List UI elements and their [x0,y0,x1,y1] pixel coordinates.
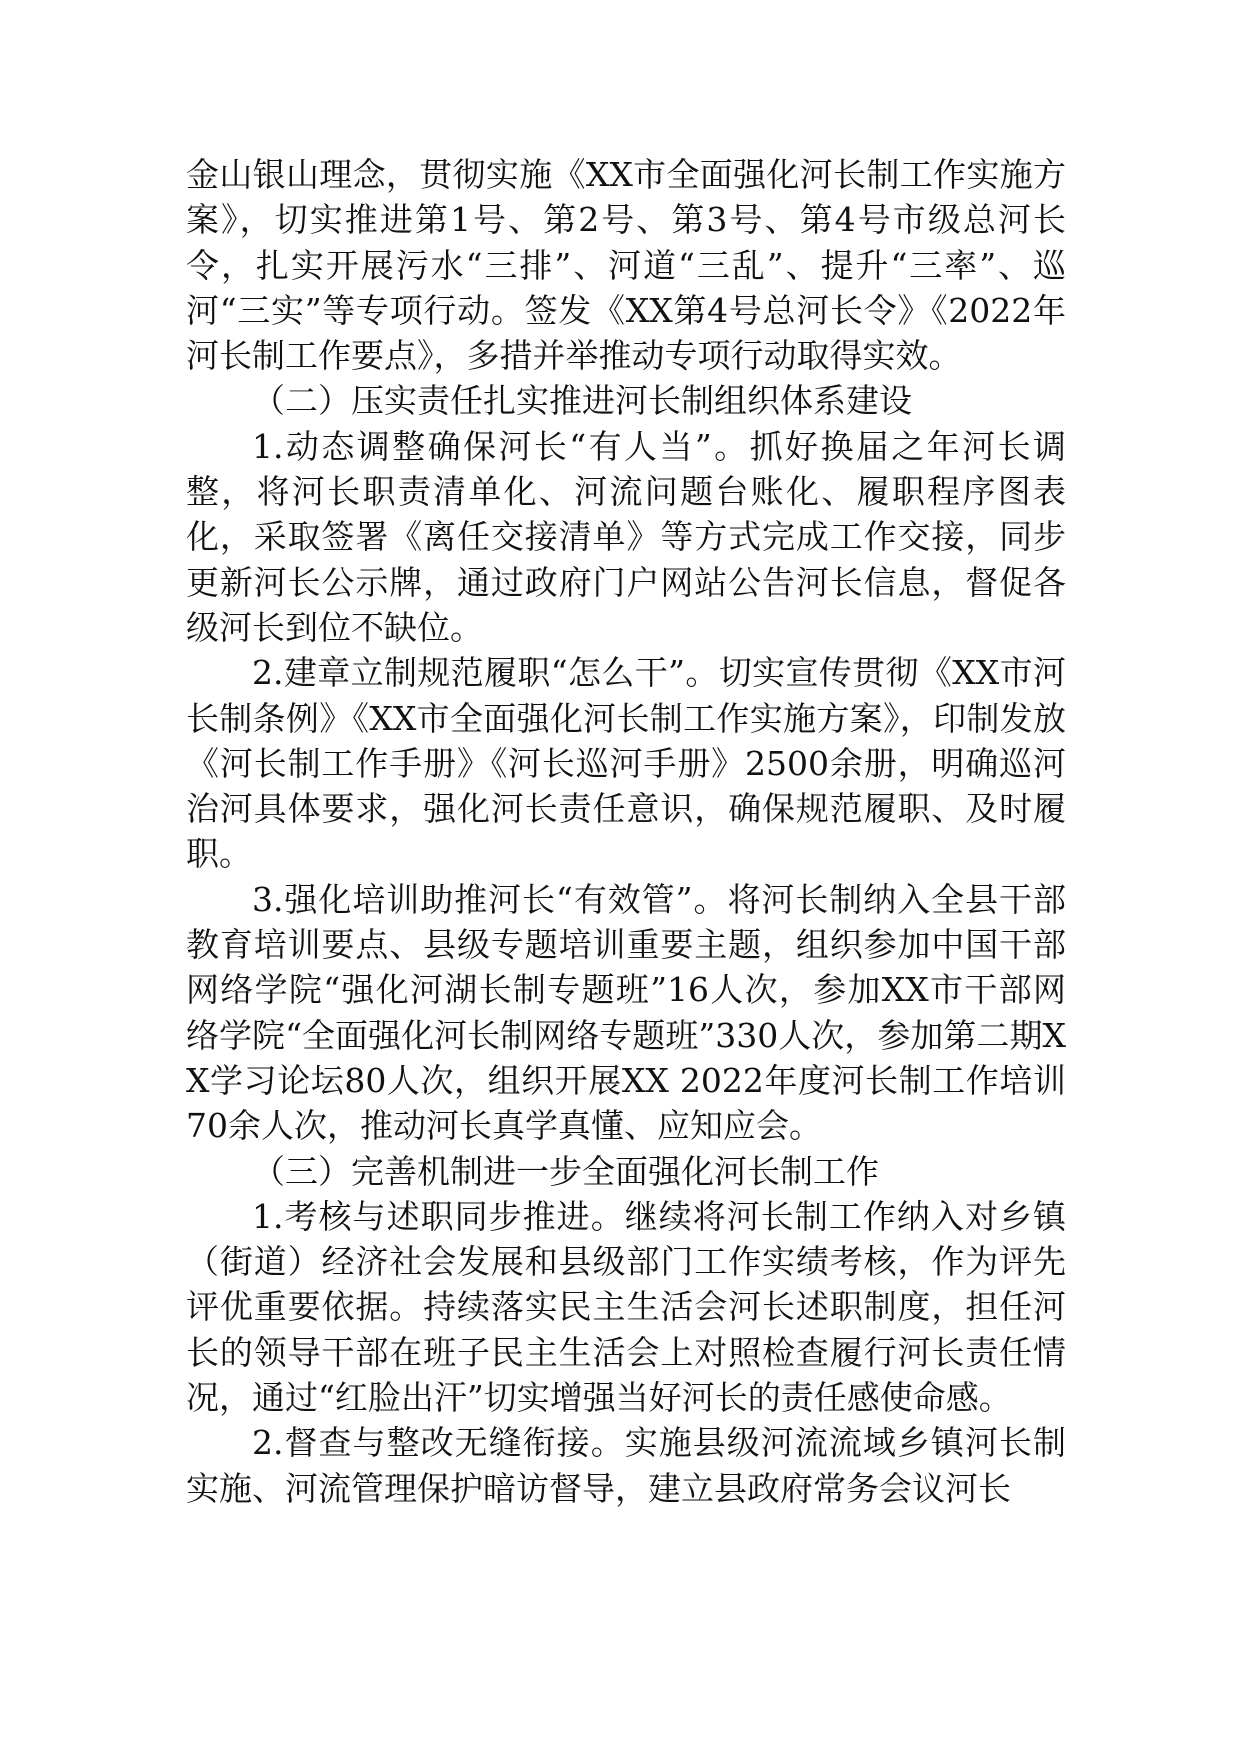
paragraph-3-2: 2.督查与整改无缝衔接。实施县级河流流域乡镇河长制实施、河流管理保护暗访督导，建立县政府常务会议河长 [186,1423,1066,1508]
section-heading-2: （二）压实责任扎实推进河长制组织体系建设 [252,381,912,421]
document-body [186,152,1066,1511]
paragraph-2-2: 2.建章立制规范履职“怎么干”。切实宣传贯彻《XX市河长制条例》《XX市全面强化河长制工作实施方案》，印制发放《河长制工作手册》《河长巡河手册》2500余册，明确巡河治河具体要求，强化河长责任意识，确保规范履职、及时履职。 [186,653,1066,874]
paragraph-2-1: 1.动态调整确保河长“有人当”。抓好换届之年河长调整，将河长职责清单化、河流问题台账化、履职程序图表化，采取签署《离任交接清单》等方式完成工作交接，同步更新河长公示牌，通过政府门户网站公告河长信息，督促各级河长到位不缺位。 [186,426,1066,647]
section-heading-3: （三）完善机制进一步全面强化河长制工作 [252,1151,879,1191]
paragraph-3-1: 1.考核与述职同步推进。继续将河长制工作纳入对乡镇（街道）经济社会发展和县级部门工作实绩考核，作为评先评优重要依据。持续落实民主生活会河长述职制度，担任河长的领导干部在班子民主生活会上对照检查履行河长责任情况，通过“红脸出汗”切实增强当好河长的责任感使命感。 [186,1196,1066,1418]
paragraph-2-3: 3.强化培训助推河长“有效管”。将河长制纳入全县干部教育培训要点、县级专题培训重要主题，组织参加中国干部网络学院“强化河湖长制专题班”16人次，参加XX市干部网络学院“全面强化河长制网络专题班”330人次，参加第二期XX学习论坛80人次，组织开展XX 2022年度河长制工作培训70余人次，推动河长真学真懂、应知应会。 [186,879,1066,1146]
paragraph-opening: 金山银山理念，贯彻实施《XX市全面强化河长制工作实施方案》，切实推进第1号、第2号、第3号、第4号市级总河长令，扎实开展污水“三排”、河道“三乱”、提升“三率”、巡河“三实”等专项行动。签发《XX第4号总河长令》《2022年河长制工作要点》，多措并举推动专项行动取得实效。 [186,155,1066,376]
